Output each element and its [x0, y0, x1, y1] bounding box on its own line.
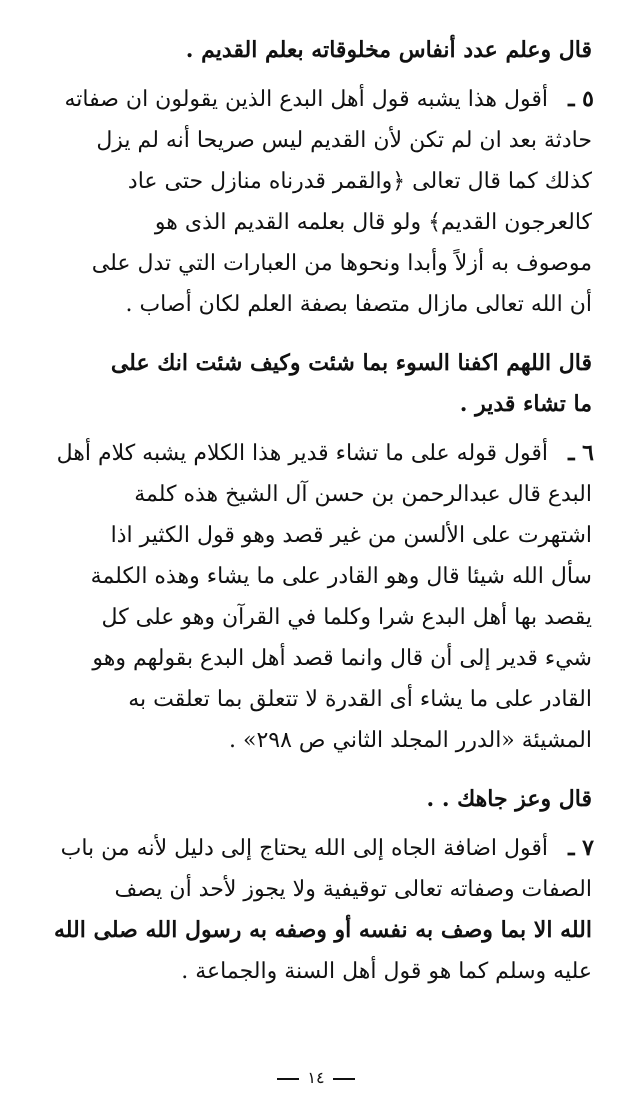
paragraph-line: يقصد بها أهل البدع شرا وكلما في القرآن وهو على كل [101, 605, 592, 630]
heading-line: ما تشاء قدير . [459, 391, 592, 417]
paragraph-6 [40, 433, 592, 761]
paragraph-line: اشتهرت على الألسن من غير قصد وهو قول الكثير اذا [110, 523, 592, 548]
paragraph-line: البدع قال عبدالرحمن بن حسن آل الشيخ هذه كلمة [134, 482, 592, 507]
paragraph-line: حادثة بعد ان لم تكن لأن القديم ليس صريحا أنه لم يزل [96, 128, 592, 153]
paragraph-line: أقول هذا يشبه قول أهل البدع الذين يقولون ان صفاته [64, 87, 548, 112]
heading-line: قال وعلم عدد أنفاس مخلوقاته بعلم القديم . [185, 37, 592, 63]
paragraph-7 [40, 828, 592, 992]
paragraph-line: الصفات وصفاته تعالى توقيفية ولا يجوز لأحد أن يصف [114, 877, 592, 902]
paragraph-line: كذلك كما قال تعالى ﴿والقمر قدرناه منازل حتى عاد [127, 169, 592, 194]
paragraph-line: أن الله تعالى مازال متصفا بصفة العلم لكان أصاب . [125, 292, 592, 317]
paragraph-line: المشيئة «الدرر المجلد الثاني ص ٢٩٨» . [229, 728, 592, 753]
footer-dash-right [277, 1078, 299, 1080]
paragraph-5 [40, 79, 592, 325]
paragraph-line: شيء قدير إلى أن قال وانما قصد أهل البدع بقولهم وهو [92, 646, 592, 671]
paragraph-number: ٦ ـ [568, 440, 594, 466]
paragraph-number: ٧ ـ [568, 835, 594, 861]
paragraph-line: الله الا بما وصف به نفسه أو وصفه به رسول الله صلى الله [53, 917, 592, 943]
heading-2 [40, 343, 592, 425]
footer-dash-left [333, 1078, 355, 1080]
heading-line: قال اللهم اكفنا السوء بما شئت وكيف شئت انك على [110, 350, 592, 376]
paragraph-line: كالعرجون القديم﴾ ولو قال بعلمه القديم الذى هو [154, 210, 592, 235]
paragraph-line: عليه وسلم كما هو قول أهل السنة والجماعة . [181, 959, 592, 984]
page-footer [0, 1068, 632, 1088]
paragraph-line: أقول اضافة الجاه إلى الله يحتاج إلى دليل لأنه من باب [60, 836, 548, 861]
paragraph-line: سأل الله شيئا قال وهو القادر على ما يشاء وهذه الكلمة [90, 564, 592, 589]
paragraph-line: موصوف به أزلاً وأبدا ونحوها من العبارات التي تدل على [91, 251, 592, 276]
page-number: ١٤ [307, 1068, 325, 1087]
heading-3 [40, 779, 592, 820]
heading-1 [40, 30, 592, 71]
paragraph-number: ٥ ـ [568, 86, 594, 112]
paragraph-line: القادر على ما يشاء أى القدرة لا تتعلق بما تعلقت به [128, 687, 592, 712]
heading-line: قال وعز جاهك . . [426, 786, 592, 812]
page-body [40, 30, 592, 1000]
paragraph-line: أقول قوله على ما تشاء قدير هذا الكلام يشبه كلام أهل [56, 441, 548, 466]
